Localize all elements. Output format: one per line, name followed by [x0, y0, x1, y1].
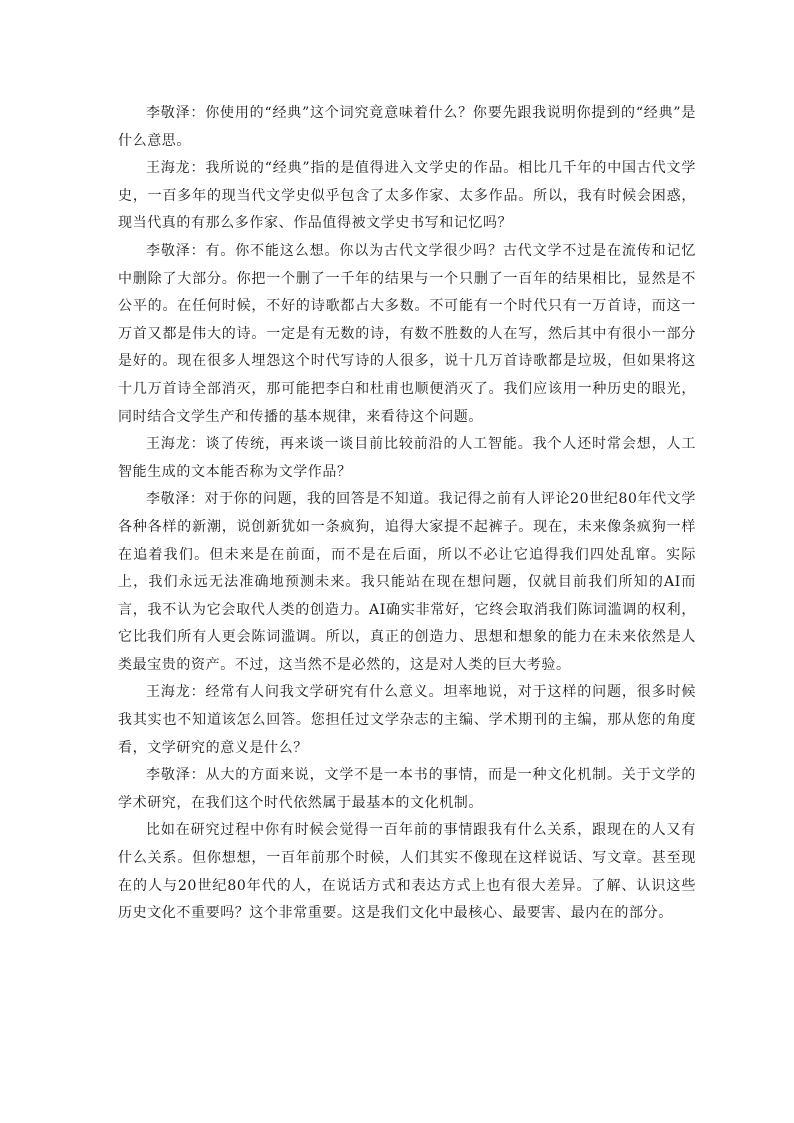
paragraph-li-jingze-1: 李敬泽：你使用的“经典”这个词究竟意味着什么？你要先跟我说明你提到的“经典”是什么意思。	[118, 105, 696, 149]
paragraph-li-jingze-2: 李敬泽：有。你不能这么想。你以为古代文学很少吗？古代文学不过是在流传和记忆中删除了大部分。你把一个删了一千年的结果与一个只删了一百年的结果相比，显然是不公平的。在任何时候，不好的诗歌都占大多数。不可能有一个时代只有一万首诗，而这一万首又都是伟大的诗。一定是有无数的诗，有数不胜数的人在写，然后其中有很小一部分是好的。现在很多人埋怨这个时代写诗的人很多，说十几万首诗歌都是垃圾，但如果将这十几万首诗全部消灭，那可能把李白和杜甫也顺便消灭了。我们应该用一种历史的眼光，同时结合文学生产和传播的基本规律，来看待这个问题。	[118, 242, 696, 425]
paragraph-wang-hailong-3: 王海龙：经常有人问我文学研究有什么意义。坦率地说，对于这样的问题，很多时候我其实也不知道该怎么回答。您担任过文学杂志的主编、学术期刊的主编，那从您的角度看，文学研究的意义是什么？	[118, 684, 696, 756]
document-body	[118, 100, 696, 928]
paragraph-wang-hailong-2: 王海龙：谈了传统，再来谈一谈目前比较前沿的人工智能。我个人还时常会想，人工智能生成的文本能否称为文学作品？	[118, 436, 696, 480]
paragraph-li-jingze-3: 李敬泽：对于你的问题，我的回答是不知道。我记得之前有人评论20世纪80年代文学各种各样的新潮，说创新犹如一条疯狗，追得大家提不起裤子。现在，未来像条疯狗一样在追着我们。但未来是在前面，而不是在后面，所以不必让它追得我们四处乱窜。实际上，我们永远无法准确地预测未来。我只能站在现在想问题，仅就目前我们所知的AI而言，我不认为它会取代人类的创造力。AI确实非常好，它终会取消我们陈词滥调的权利，它比我们所有人更会陈词滥调。所以，真正的创造力、思想和想象的能力在未来依然是人类最宝贵的资产。不过，这当然不是必然的，这是对人类的巨大考验。	[118, 491, 696, 673]
paragraph-continuation: 比如在研究过程中你有时候会觉得一百年前的事情跟我有什么关系，跟现在的人又有什么关系。但你想想，一百年前那个时候，人们其实不像现在这样说话、写文章。甚至现在的人与20世纪80年代的人，在说话方式和表达方式上也有很大差异。了解、认识这些历史文化不重要吗？这个非常重要。这是我们文化中最核心、最要害、最内在的部分。	[118, 822, 696, 922]
paragraph-li-jingze-4: 李敬泽：从大的方面来说，文学不是一本书的事情，而是一种文化机制。关于文学的学术研究，在我们这个时代依然属于最基本的文化机制。	[118, 767, 696, 811]
paragraph-wang-hailong-1: 王海龙：我所说的“经典”指的是值得进入文学史的作品。相比几千年的中国古代文学史，一百多年的现当代文学史似乎包含了太多作家、太多作品。所以，我有时候会困惑，现当代真的有那么多作家、作品值得被文学史书写和记忆吗？	[118, 160, 696, 232]
